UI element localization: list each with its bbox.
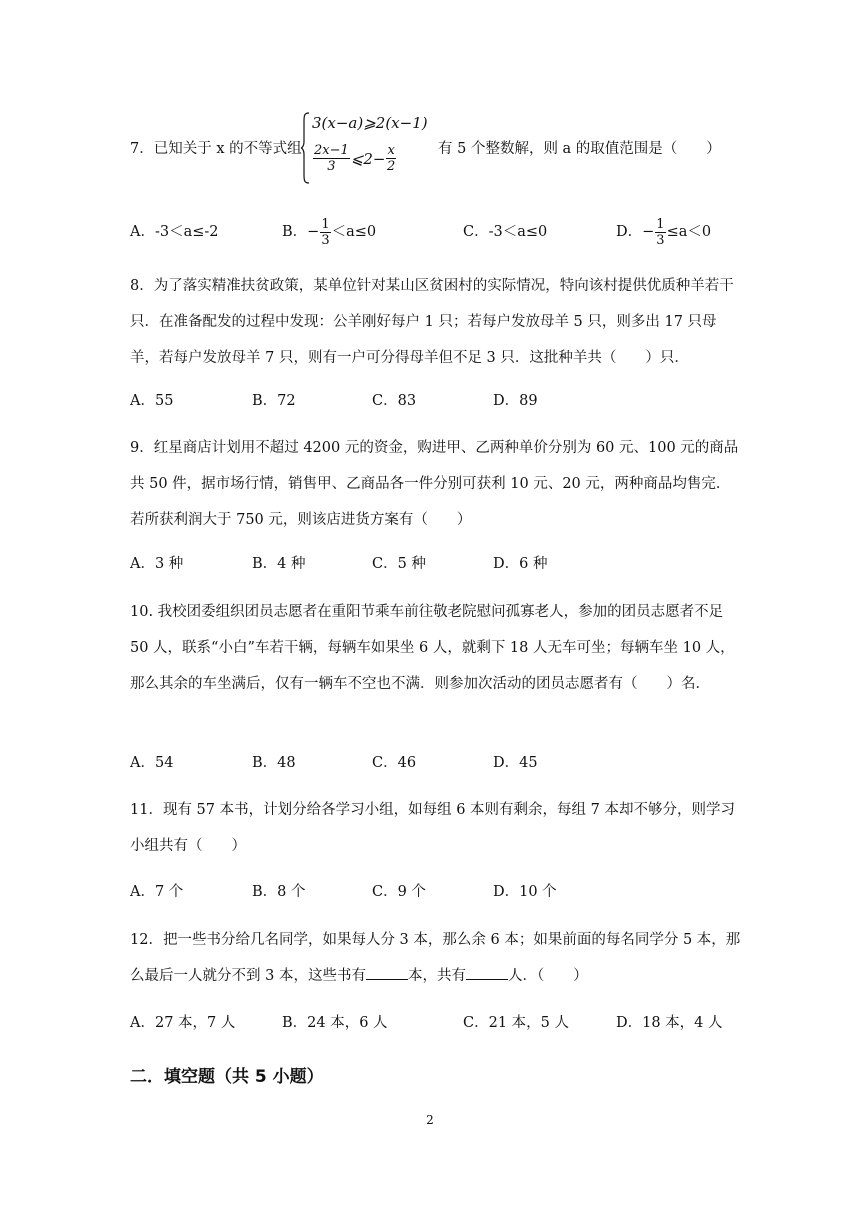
option-b[interactable]: B．72 <box>252 393 296 409</box>
question-11-options <box>130 877 770 907</box>
question-7-stem-end <box>438 131 758 167</box>
page-number: 2 <box>426 1113 434 1127</box>
option-c[interactable]: C．21 本，5 人 <box>463 1015 569 1031</box>
option-a[interactable]: A．-3＜a≤-2 <box>130 224 219 240</box>
inequality-line-2 <box>312 144 397 173</box>
option-d[interactable] <box>616 217 711 247</box>
option-d[interactable]: D．45 <box>493 755 538 771</box>
question-12-text-part-2: 本，共有 <box>407 968 466 984</box>
brace-icon <box>300 112 310 184</box>
inequality-middle: ⩽2− <box>350 149 386 168</box>
question-8-options <box>130 386 770 416</box>
option-b-suffix: ＜a≤0 <box>331 224 377 240</box>
fraction-numerator: 1 <box>321 216 330 232</box>
option-c[interactable]: C．9 个 <box>372 884 426 900</box>
fraction-numerator: 1 <box>656 216 665 232</box>
option-d-prefix: D．− <box>616 224 655 240</box>
fraction <box>313 144 350 173</box>
inequality-line-1: 3(x−a)⩾2(x−1) <box>312 114 428 132</box>
fraction-denominator: 3 <box>321 232 330 248</box>
option-b-prefix: B．− <box>282 224 320 240</box>
option-c[interactable]: C．46 <box>372 755 417 771</box>
option-a[interactable]: A．3 种 <box>130 556 184 572</box>
option-d[interactable]: D．6 种 <box>493 556 548 572</box>
option-a[interactable]: A．54 <box>130 755 174 771</box>
option-c[interactable]: C．83 <box>372 393 417 409</box>
option-c[interactable]: C．5 种 <box>372 556 426 572</box>
question-7-text-before: 7．已知关于 x 的不等式组 <box>130 141 302 157</box>
option-b[interactable]: B．8 个 <box>252 884 306 900</box>
option-b[interactable]: B．4 种 <box>252 556 306 572</box>
answer-blank[interactable] <box>466 965 508 980</box>
question-8-text: 8．为了落实精准扶贫政策，某单位针对某山区贫困村的实际情况，特向该村提供优质种羊若干只．在准备配发的过程中发现：公羊刚好每户 1 只；若每户发放母羊 5 只，则多出 17 只母羊，若每户发放母羊 7 只，则有一户可分得母羊但不足 3 只．这批种羊共（ ）只． <box>130 278 734 366</box>
question-10-options <box>130 748 770 778</box>
question-12-options <box>130 1008 770 1038</box>
option-c[interactable]: C．-3＜a≤0 <box>463 224 548 240</box>
fraction <box>655 218 665 247</box>
fraction-denominator: 3 <box>327 159 336 174</box>
section-heading: 二．填空题（共 5 小题） <box>130 1067 324 1087</box>
option-a[interactable]: A．55 <box>130 393 174 409</box>
question-12-text-part-1: 12．把一些书分给几名同学，如果每人分 3 本，那么余 6 本；如果前面的每名同学分 5 本，那么最后一人就分不到 3 本，这些书有 <box>130 932 741 984</box>
option-a[interactable]: A．7 个 <box>130 884 184 900</box>
option-b[interactable]: B．48 <box>252 755 296 771</box>
fraction <box>320 218 330 247</box>
option-b[interactable]: B．24 本，6 人 <box>282 1015 388 1031</box>
fraction <box>386 144 395 173</box>
inequality-system <box>300 112 430 190</box>
question-12-text <box>130 922 742 994</box>
fraction-denominator: 3 <box>656 232 665 248</box>
question-7-text-after: 有 5 个整数解，则 a 的取值范围是（ ） <box>438 141 721 157</box>
option-d[interactable]: D．89 <box>493 393 538 409</box>
fraction-numerator: x <box>387 143 395 158</box>
question-7-options <box>130 217 770 247</box>
option-b[interactable] <box>282 217 376 247</box>
question-9-options <box>130 549 770 579</box>
option-d[interactable]: D．18 本，4 人 <box>616 1015 723 1031</box>
question-11-text: 11．现有 57 本书，计划分给各学习小组，如每组 6 本则有剩余，每组 7 本却不够分，则学习小组共有（ ） <box>130 802 736 854</box>
option-a[interactable]: A．27 本，7 人 <box>130 1015 236 1031</box>
answer-blank[interactable] <box>366 965 408 980</box>
fraction-denominator: 2 <box>387 159 396 174</box>
option-d-suffix: ≤a＜0 <box>666 224 712 240</box>
fraction-numerator: 2x−1 <box>314 143 349 158</box>
question-10-text: 10. 我校团委组织团员志愿者在重阳节乘车前往敬老院慰问孤寡老人，参加的团员志愿者不足 50 人，联系“小白”车若干辆，每辆车如果坐 6 人，就剩下 18 人无车可坐；每辆车坐 10 人，那么其余的车坐满后，仅有一辆车不空也不满．则参加次活动的团员志愿者有（ ）名． <box>130 604 735 692</box>
question-12-text-part-3: 人．（ ） <box>507 968 588 984</box>
option-d[interactable]: D．10 个 <box>493 884 557 900</box>
question-9-text: 9．红星商店计划用不超过 4200 元的资金，购进甲、乙两种单价分别为 60 元、100 元的商品共 50 件，据市场行情，销售甲、乙商品各一件分别可获利 10 元、20 元，两种商品均售完．若所获利润大于 750 元，则该店进货方案有（ ） <box>130 440 739 528</box>
